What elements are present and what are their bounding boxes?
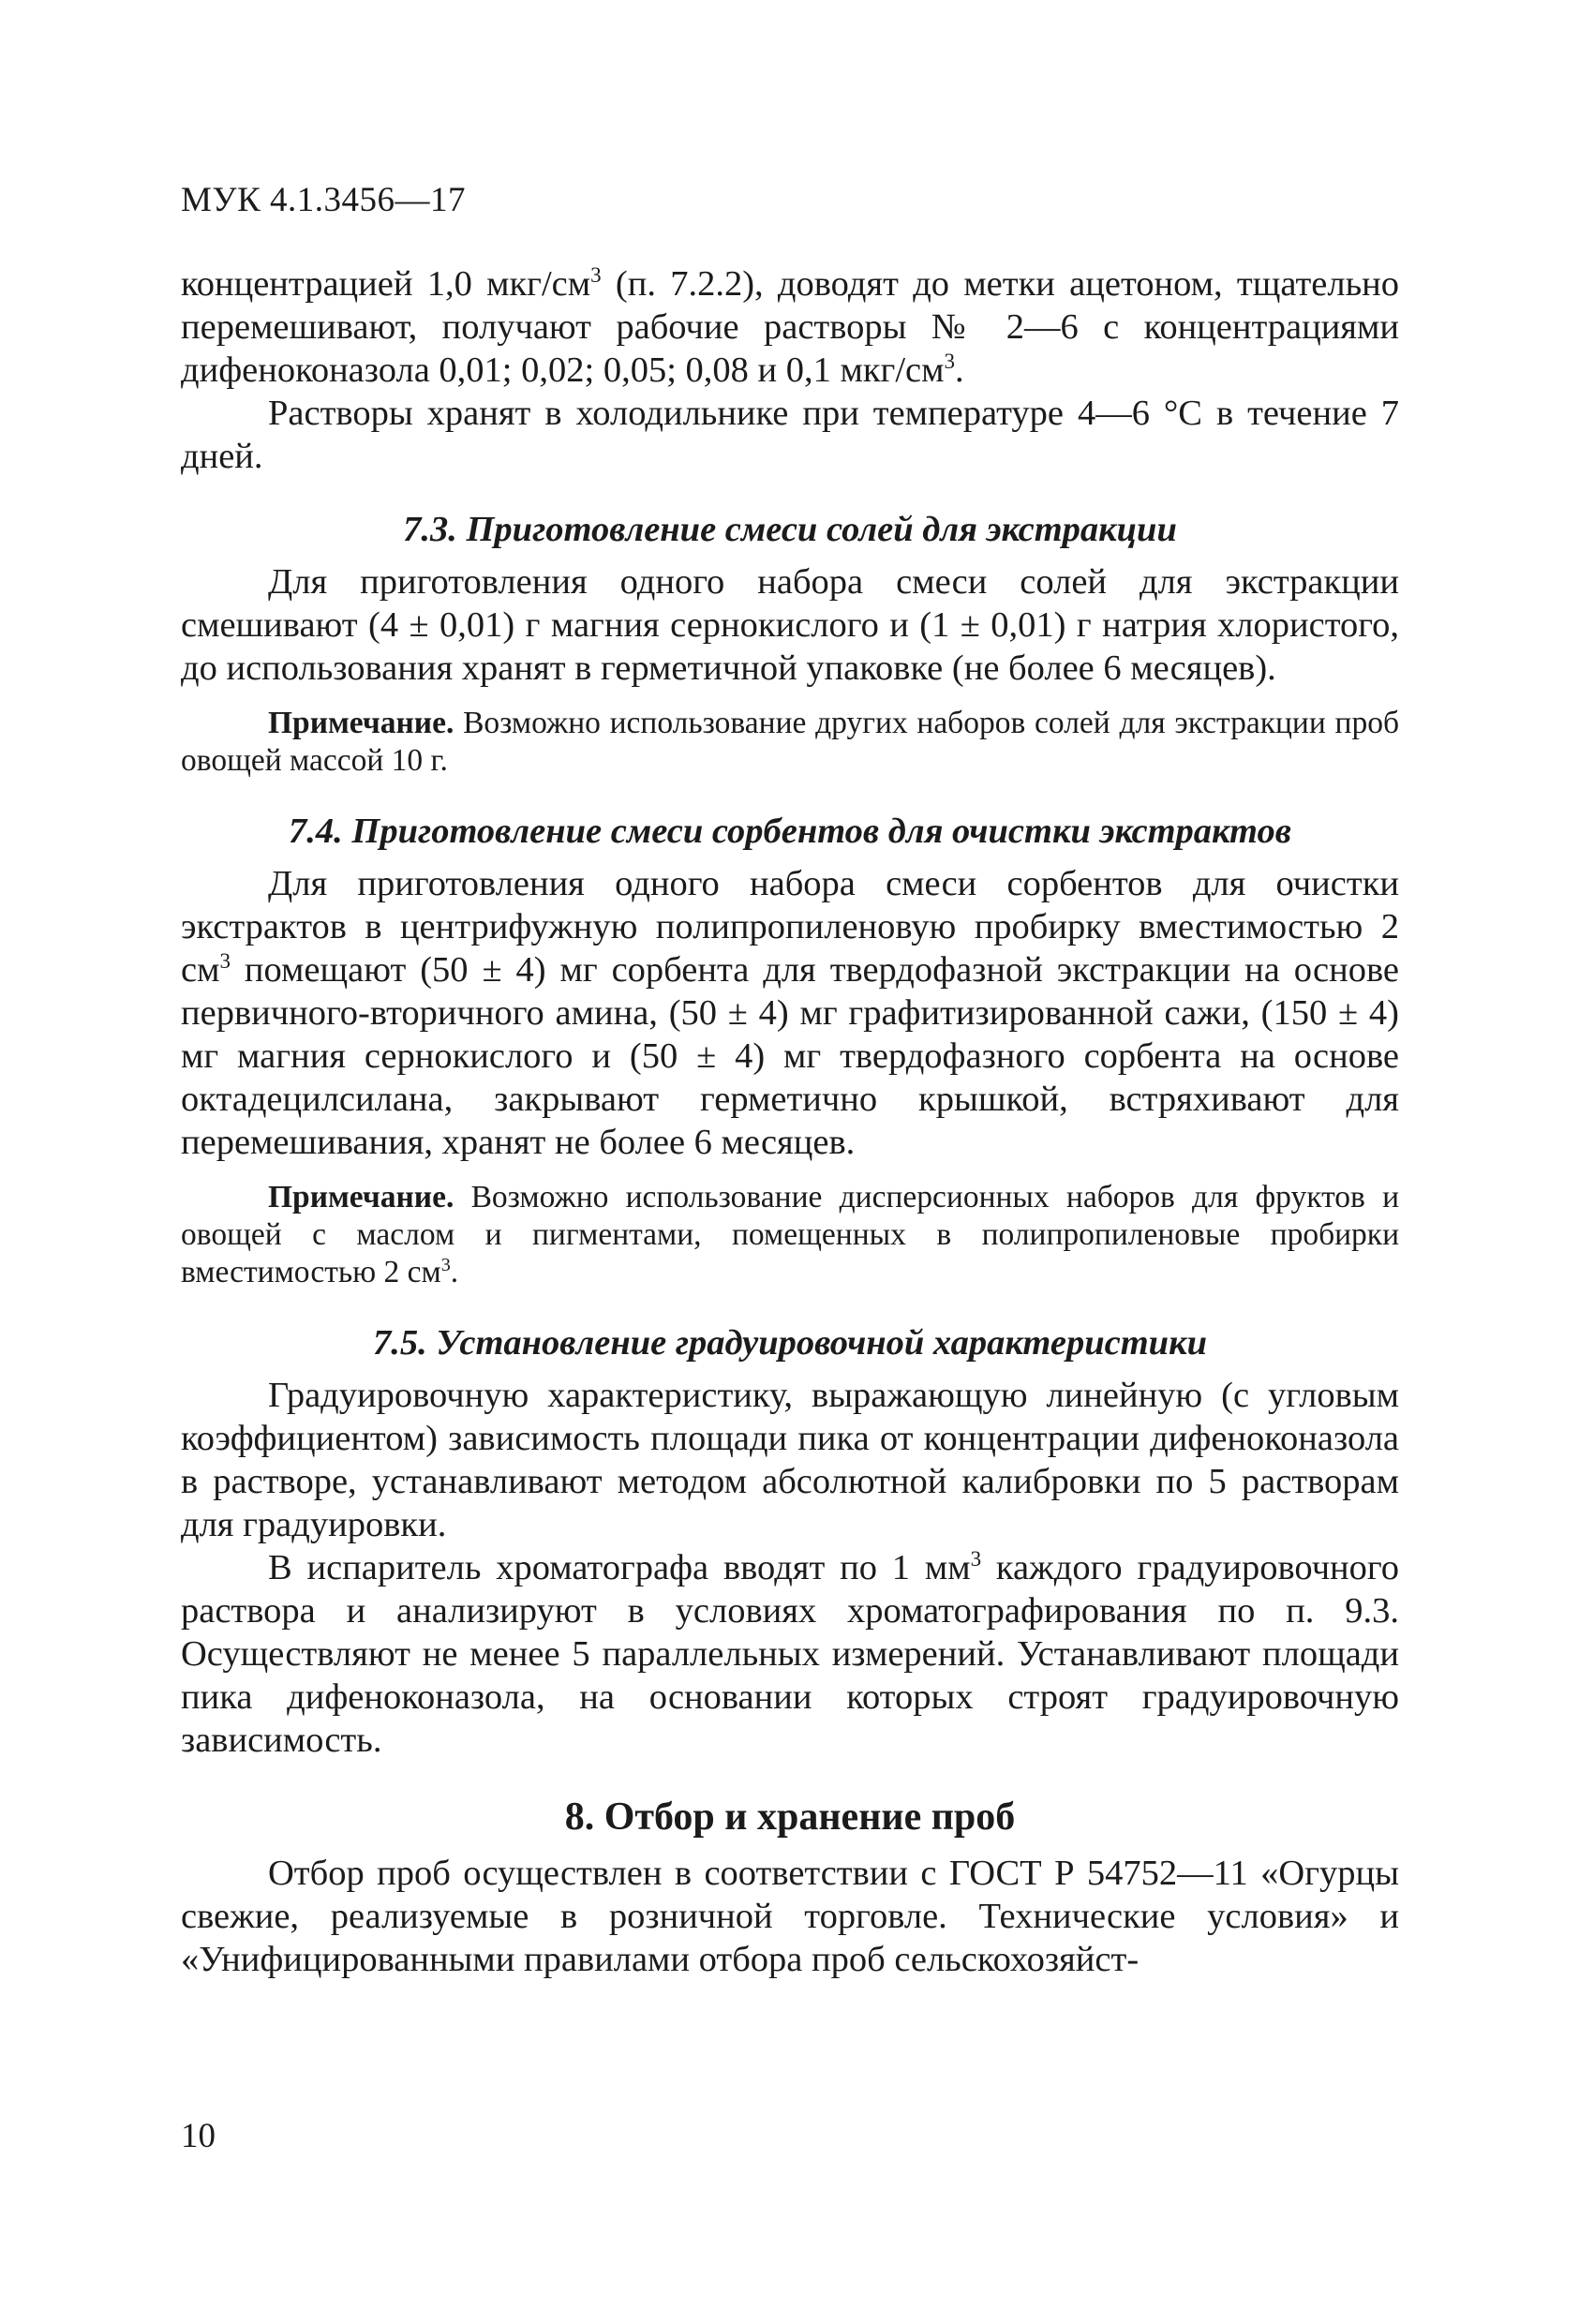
section-7-5-paragraph-2: В испаритель хроматографа вводят по 1 $мм^3$ каждого градуировочного раствора и анализируют в условиях хроматографирования по п. 9.3. Осуществляют не менее 5 параллельных измерений. Устанавливают площади пика дифеноконазола, на основании которых строят градуировочную зависимость. (181, 1546, 1399, 1760)
section-7-5-paragraph-1: Градуировочную характеристику, выражающую линейную (с угловым коэффициентом) зависимость площади пика от концентрации дифеноконазола в растворе, устанавливают методом абсолютной калибровки по 5 растворам для градуировки. (181, 1376, 1399, 1544)
section-8-title: 8. Отбор и хранение проб (564, 1795, 1016, 1839)
section-8-paragraph: Отбор проб осуществлен в соответствии с ГОСТ Р 54752—11 «Огурцы свежие, реализуемые в розничной торговле. Технические условия» и «Унифицированными правилами отбора проб сельскохозяйст- (181, 1854, 1399, 1979)
intro-paragraph-2: Растворы хранят в холодильнике при температуре 4—6 °С в течение 7 дней. (181, 394, 1399, 476)
section-7-4-paragraph: Для приготовления одного набора смеси сорбентов для очистки экстрактов в центрифужную полипропиленовую пробирку вместимостью 2 $см^3$ помещают (50 ± 4) мг сорбента для твердофазной экстракции на основе первичного-вторичного амина, (50 ± 4) мг графитизированной сажи, (150 ± 4) мг магния сернокислого и (50 ± 4) мг твердофазного сорбента на основе октадецилсилана, закрывают герметично крышкой, встряхивают для перемешивания, хранят не более 6 месяцев. (181, 864, 1399, 1162)
section-7-3-title: 7.3. Приготовление смеси солей для экстракции (403, 510, 1177, 549)
section-7-5-title: 7.5. Установление градуировочной характеристики (373, 1323, 1207, 1363)
section-7-4-note: Примечание. Возможно использование дисперсионных наборов для фруктов и овощей с маслом и пигментами, помещенных в полипропиленовые пробирки вместимостью 2 $см^3$. (181, 1180, 1399, 1289)
section-7-4-title: 7.4. Приготовление смеси сорбентов для очистки экстрактов (289, 812, 1291, 851)
section-7-3-paragraph: Для приготовления одного набора смеси солей для экстракции смешивают (4 ± 0,01) г магния сернокислого и (1 ± 0,01) г натрия хлористого, до использования хранят в герметичной упаковке (не более 6 месяцев). (181, 562, 1399, 688)
document-page (181, 183, 1399, 1981)
page-number: 10 (181, 2117, 216, 2155)
document-header: МУК 4.1.3456—17 (181, 181, 467, 219)
section-7-3-note: Примечание. Возможно использование других наборов солей для экстракции проб овощей массой 10 г. (181, 706, 1399, 778)
intro-paragraph-1: концентрацией 1,0 мкг/$см^3$ (п. 7.2.2), доводят до метки ацетоном, тщательно перемешивают, получают рабочие растворы № 2—6 с концентрациями дифеноконазола 0,01; 0,02; 0,05; 0,08 и 0,1 мкг/$см^3$. (181, 262, 1399, 390)
